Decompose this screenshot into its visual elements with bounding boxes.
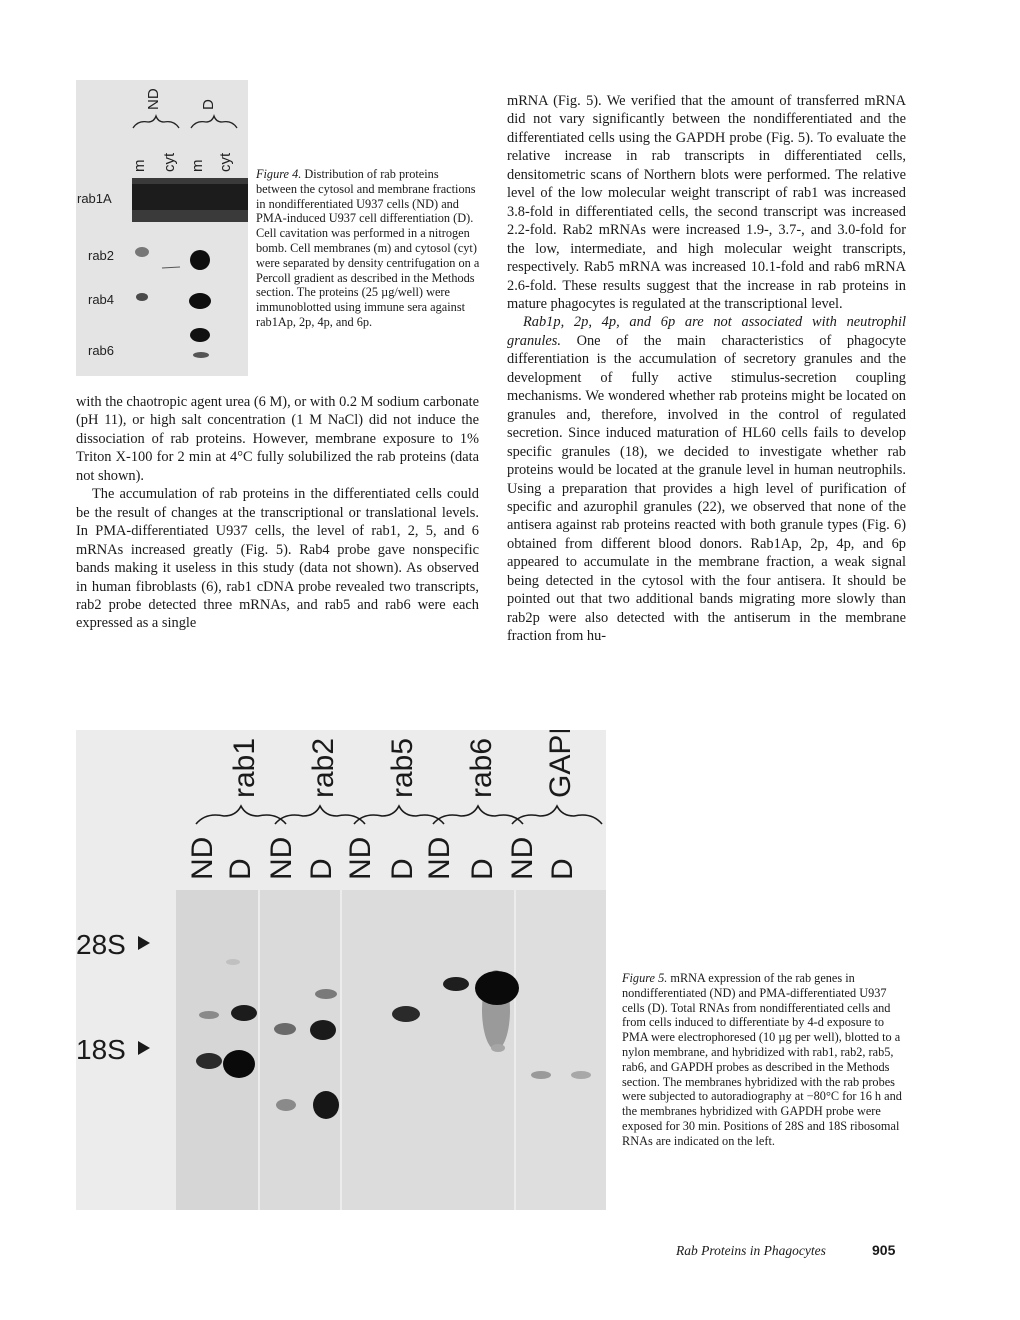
fig4-row-label-rab4: rab4 xyxy=(88,292,115,307)
left-paragraph-1: with the chaotropic agent urea (6 M), or with 0.2 M sodium carbonate (pH 11), or high salt concentration (1 M NaCl) did not induce the dissociation of rab proteins. However, membrane exposure to 1% Triton X-100 for 2 min at 4°C fully solubilized the rab proteins (data not shown). xyxy=(76,394,479,484)
fig5-lane-label: D xyxy=(546,858,579,880)
fig5-band-rab2-nd-low xyxy=(276,1099,296,1111)
fig4-col-header-m2: m xyxy=(189,159,206,172)
fig4-band-rab4-d-m xyxy=(189,293,211,309)
fig4-col-header-cyt2: cyt xyxy=(217,152,234,172)
fig5-lane-label: ND xyxy=(506,836,539,880)
figure-4-caption xyxy=(256,167,480,330)
fig5-probe-rab6: rab6 xyxy=(465,737,498,798)
figure-5-panel xyxy=(76,730,606,1210)
fig5-brace-rab5 xyxy=(354,806,444,824)
figure-4-blot xyxy=(76,80,248,376)
fig5-band-rab6-nd xyxy=(443,977,469,991)
fig5-lane-label: ND xyxy=(423,836,456,880)
fig5-band-rab1-d-lower xyxy=(223,1050,255,1078)
fig5-membrane-rab5-rab6 xyxy=(342,890,514,1210)
fig5-band-rab1-d-faint xyxy=(226,959,240,965)
fig5-membrane-rab2 xyxy=(260,890,340,1210)
fig5-membrane-rab1 xyxy=(176,890,258,1210)
fig5-band-rab2-d-top xyxy=(315,989,337,999)
figure-5-blot xyxy=(76,730,606,1210)
fig4-row-label-rab1a: rab1A xyxy=(77,191,112,206)
fig5-lane-label: ND xyxy=(186,836,219,880)
right-paragraph-1: mRNA (Fig. 5). We verified that the amount of transferred mRNA did not vary significantly between the nondifferentiated and the differentiated cells using the GAPDH probe (Fig. 5). To evaluate the relative increase in rab transcripts in differentiated cells, densitometric scans of Northern blots were performed. The relative level of the low molecular weight transcript of rab1 was increased 3.8-fold in differentiated cells, the second transcript was increased 2.2-fold. Rab2 mRNAs were increased 1.9-, 3.7-, and 3.0-fold for the low, intermediate, and high molecular weight transcripts, respectively. Rab5 mRNA was increased 10.1-fold and rab6 mRNA 2.6-fold. These results suggest that the increase in rab proteins in mature phagocytes is regulated at the transcriptional level. xyxy=(507,93,906,312)
fig5-lane-label: D xyxy=(466,858,499,880)
left-paragraph-2: The accumulation of rab proteins in the differentiated cells could be the result of changes at the transcriptional or translational levels. In PMA-differentiated U937 cells, the level of rab1, 2, 5, and 6 mRNAs increased greatly (Fig. 5). Rab4 probe gave nonspecific bands making it useless in this study (data not shown). As observed in human fibroblasts (6), rab1 cDNA probe revealed two transcripts, rab2 probe detected three mRNAs, and rab5 and rab6 were each expressed as a single xyxy=(76,486,479,632)
right-paragraph-2 xyxy=(507,313,906,645)
fig4-band-rab6-d-m xyxy=(190,328,210,342)
fig4-band-rab2-nd-m xyxy=(135,247,149,257)
fig5-brace-rab2 xyxy=(275,806,365,824)
fig4-row-label-rab6: rab6 xyxy=(88,343,115,358)
fig5-lane-label: D xyxy=(224,858,257,880)
fig5-brace-rab6 xyxy=(433,806,523,824)
fig5-membrane-gapdh xyxy=(516,890,606,1210)
fig5-band-rab2-d-low xyxy=(313,1091,339,1119)
fig5-marker-18s: 18S xyxy=(76,1034,126,1065)
section-heading-granules: Rab1p, 2p, 4p, and 6p are not associated with neutrophil granules. xyxy=(507,314,906,349)
fig4-smear-rab2 xyxy=(162,267,180,268)
fig4-band-rab1a-dark xyxy=(132,184,248,210)
fig5-band-rab1-d-upper xyxy=(231,1005,257,1021)
fig5-marker-18s-arrow xyxy=(138,1041,150,1055)
figure-4-caption-label: Figure 4. xyxy=(256,167,302,181)
fig5-lane-label: D xyxy=(386,858,419,880)
fig5-marker-28s: 28S xyxy=(76,929,126,960)
fig4-brace-d xyxy=(191,116,237,128)
fig5-brace-gapdh xyxy=(512,806,602,824)
fig5-lane-label: ND xyxy=(265,836,298,880)
figure-5-caption xyxy=(622,971,908,1149)
fig5-band-rab5-d xyxy=(392,1006,420,1022)
fig4-brace-nd xyxy=(133,116,179,128)
running-title: Rab Proteins in Phagocytes xyxy=(676,1243,826,1258)
fig4-row-label-rab2: rab2 xyxy=(88,248,115,263)
page-number: 905 xyxy=(872,1242,896,1258)
figure-5-caption-label: Figure 5. xyxy=(622,971,668,985)
fig5-band-rab1-nd-upper xyxy=(199,1011,219,1019)
fig5-band-gapdh-nd xyxy=(531,1071,551,1079)
fig4-col-header-cyt1: cyt xyxy=(161,152,178,172)
fig5-probe-gapdh: GAPDH xyxy=(544,730,577,798)
fig5-band-rab6-d xyxy=(475,971,519,1005)
right-paragraph-2-body: One of the main characteristics of phagocyte differentiation is the accumulation of secretory granules and the development of fully active stimulus-secretion coupling mechanisms. We wondered whether rab proteins might be located on granules and, therefore, involved in the control of regulated secretion. Since induced maturation of HL60 cells fails to develop specific granules (18), we decided to investigate whether rab proteins would be located at the granule level in human neutrophils. Using a preparation that provides a high level of purification of specific and azurophil granules (22), we observed that none of the antisera against rab proteins reacted with both granule types (Fig. 6) obtained from different blood donors. Rab1Ap, 2p, 4p, and 6p appeared to accumulate in the membrane fraction, a weak signal being detected in the cytosol with the four antisera. It should be pointed out that two additional bands migrating more slowly than rab2p were also detected with the antiserum in the membrane fraction from hu- xyxy=(507,332,906,645)
figure-5-caption-text: mRNA expression of the rab genes in nondifferentiated (ND) and PMA-differentiated U937 cells (D). Total RNAs from nondifferentiated cells and from cells induced to differentiate by 4-d exposure to PMA were electrophoresed (10 µg per well), blotted to a nylon membrane, and hybridized with rab1, rab2, rab5, rab6, and GAPDH probes as described in the Methods section. The membranes hybridized with the rab probes were subjected to autoradiography at −80°C for 16 h and the membranes hybridized with GAPDH probe were exposed for 30 min. Positions of 28S and 18S ribosomal RNAs are indicated on the left. xyxy=(622,971,902,1148)
figure-4-caption-text: Distribution of rab proteins between the cytosol and membrane fractions in nondifferentiated U937 cells (ND) and PMA-induced U937 cell differentiation (D). Cell cavitation was performed in a nitrogen bomb. Cell membranes (m) and cytosol (cyt) were separated by density centrifugation on a Percoll gradient as described in the Methods section. The proteins (25 µg/well) were immunoblotted using immune sera against rab1Ap, 2p, 4p, and 6p. xyxy=(256,167,480,329)
fig4-group-d: D xyxy=(200,99,217,110)
fig5-lane-label: ND xyxy=(344,836,377,880)
fig5-lane-label: D xyxy=(305,858,338,880)
fig4-band-rab4-nd-m xyxy=(136,293,148,301)
fig5-probe-rab2: rab2 xyxy=(307,737,340,798)
right-column xyxy=(507,92,906,646)
figure-4-panel xyxy=(76,80,248,376)
fig4-group-nd: ND xyxy=(145,88,162,110)
fig4-band-rab2-d-m xyxy=(190,250,210,270)
fig5-band-rab2-nd-mid xyxy=(274,1023,296,1035)
fig5-band-rab6-d-lower xyxy=(491,1044,505,1052)
fig5-brace-rab1 xyxy=(196,806,286,824)
fig4-band-rab6-d-cyt xyxy=(193,352,209,358)
left-column xyxy=(76,393,479,633)
fig5-band-gapdh-d xyxy=(571,1071,591,1079)
fig5-probe-rab5: rab5 xyxy=(386,737,419,798)
fig5-marker-28s-arrow xyxy=(138,936,150,950)
fig4-col-header-m1: m xyxy=(131,159,148,172)
fig5-band-rab2-d-mid xyxy=(310,1020,336,1040)
fig5-band-rab1-nd-lower xyxy=(196,1053,222,1069)
fig5-probe-rab1: rab1 xyxy=(228,737,261,798)
